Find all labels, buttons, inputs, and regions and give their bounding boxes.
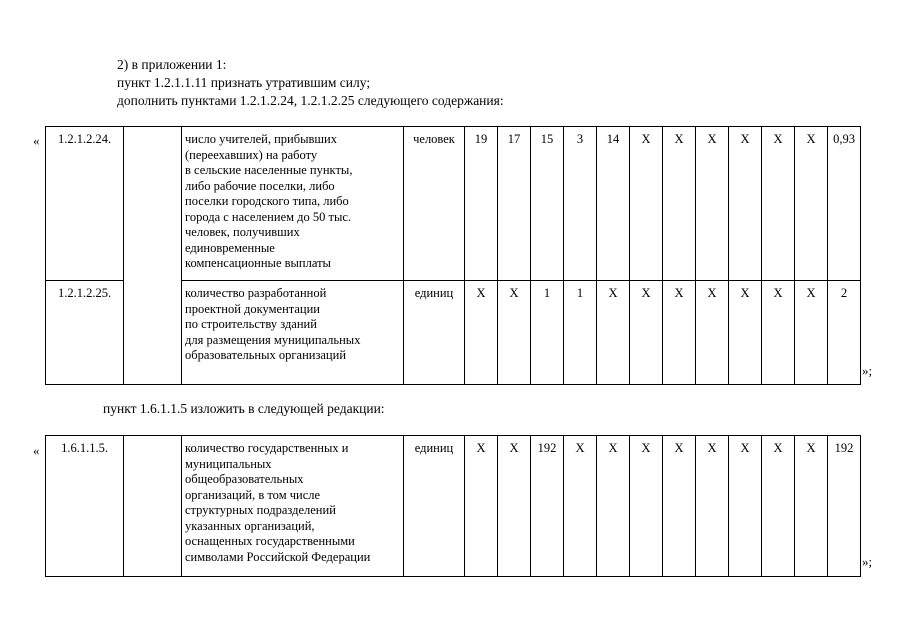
value-cell: 19 [465,127,498,281]
value-cell: X [663,281,696,385]
open-quote-1: « [33,133,40,148]
item-description: количество государственных и муниципальных общеобразовательных организаций, в том числе структурных подразделений указанных организаций, оснащенных государственными символами Российской Федерации [182,436,404,577]
value-cell: X [564,436,597,577]
value-cell: 2 [828,281,861,385]
empty-cell [124,127,182,385]
item-code: 1.6.1.1.5. [46,436,124,577]
value-cell: X [498,281,531,385]
value-cell: X [795,436,828,577]
value-cell: 3 [564,127,597,281]
item-unit: единиц [404,281,465,385]
value-cell: X [795,127,828,281]
value-cell: 14 [597,127,630,281]
table-amendment-2 [45,435,861,577]
open-quote-2: « [33,443,40,458]
table-row [46,436,861,577]
table-row [46,127,861,281]
value-cell: X [729,281,762,385]
paragraph-amendment: пункт 1.6.1.1.5 изложить в следующей редакции: [103,401,385,416]
intro-text [117,56,504,110]
value-cell: X [795,281,828,385]
value-cell: X [762,436,795,577]
value-cell: X [498,436,531,577]
item-description: количество разработанной проектной документации по строительству зданий для размещения муниципальных образовательных организаций [182,281,404,385]
table-amendment-1 [45,126,861,385]
value-cell: X [663,436,696,577]
value-cell: X [696,436,729,577]
value-cell: X [696,281,729,385]
item-code: 1.2.1.2.25. [46,281,124,385]
value-cell: X [663,127,696,281]
intro-line-2: пункт 1.2.1.1.11 признать утратившим силу; [117,75,371,90]
value-cell: X [762,281,795,385]
value-cell: 1 [564,281,597,385]
intro-line-1: 2) в приложении 1: [117,57,227,72]
value-cell: X [597,436,630,577]
item-unit: человек [404,127,465,281]
value-cell: 15 [531,127,564,281]
value-cell: X [729,127,762,281]
value-cell: 0,93 [828,127,861,281]
value-cell: X [630,436,663,577]
value-cell: X [762,127,795,281]
item-code: 1.2.1.2.24. [46,127,124,281]
value-cell: 192 [828,436,861,577]
value-cell: 17 [498,127,531,281]
value-cell: X [630,281,663,385]
value-cell: X [696,127,729,281]
value-cell: X [465,281,498,385]
value-cell: X [729,436,762,577]
close-quote-1: »; [862,363,873,378]
value-cell: X [597,281,630,385]
item-unit: единиц [404,436,465,577]
value-cell: 192 [531,436,564,577]
close-quote-2: »; [862,554,873,569]
value-cell: X [465,436,498,577]
item-description: число учителей, прибывших (переехавших) на работу в сельские населенные пункты, либо рабочие поселки, либо поселки городского типа, либо города с населением до 50 тыс. человек, получивших единовременные компенсационные выплаты [182,127,404,281]
empty-cell [124,436,182,577]
value-cell: 1 [531,281,564,385]
value-cell: X [630,127,663,281]
intro-line-3: дополнить пунктами 1.2.1.2.24, 1.2.1.2.25 следующего содержания: [117,93,504,108]
